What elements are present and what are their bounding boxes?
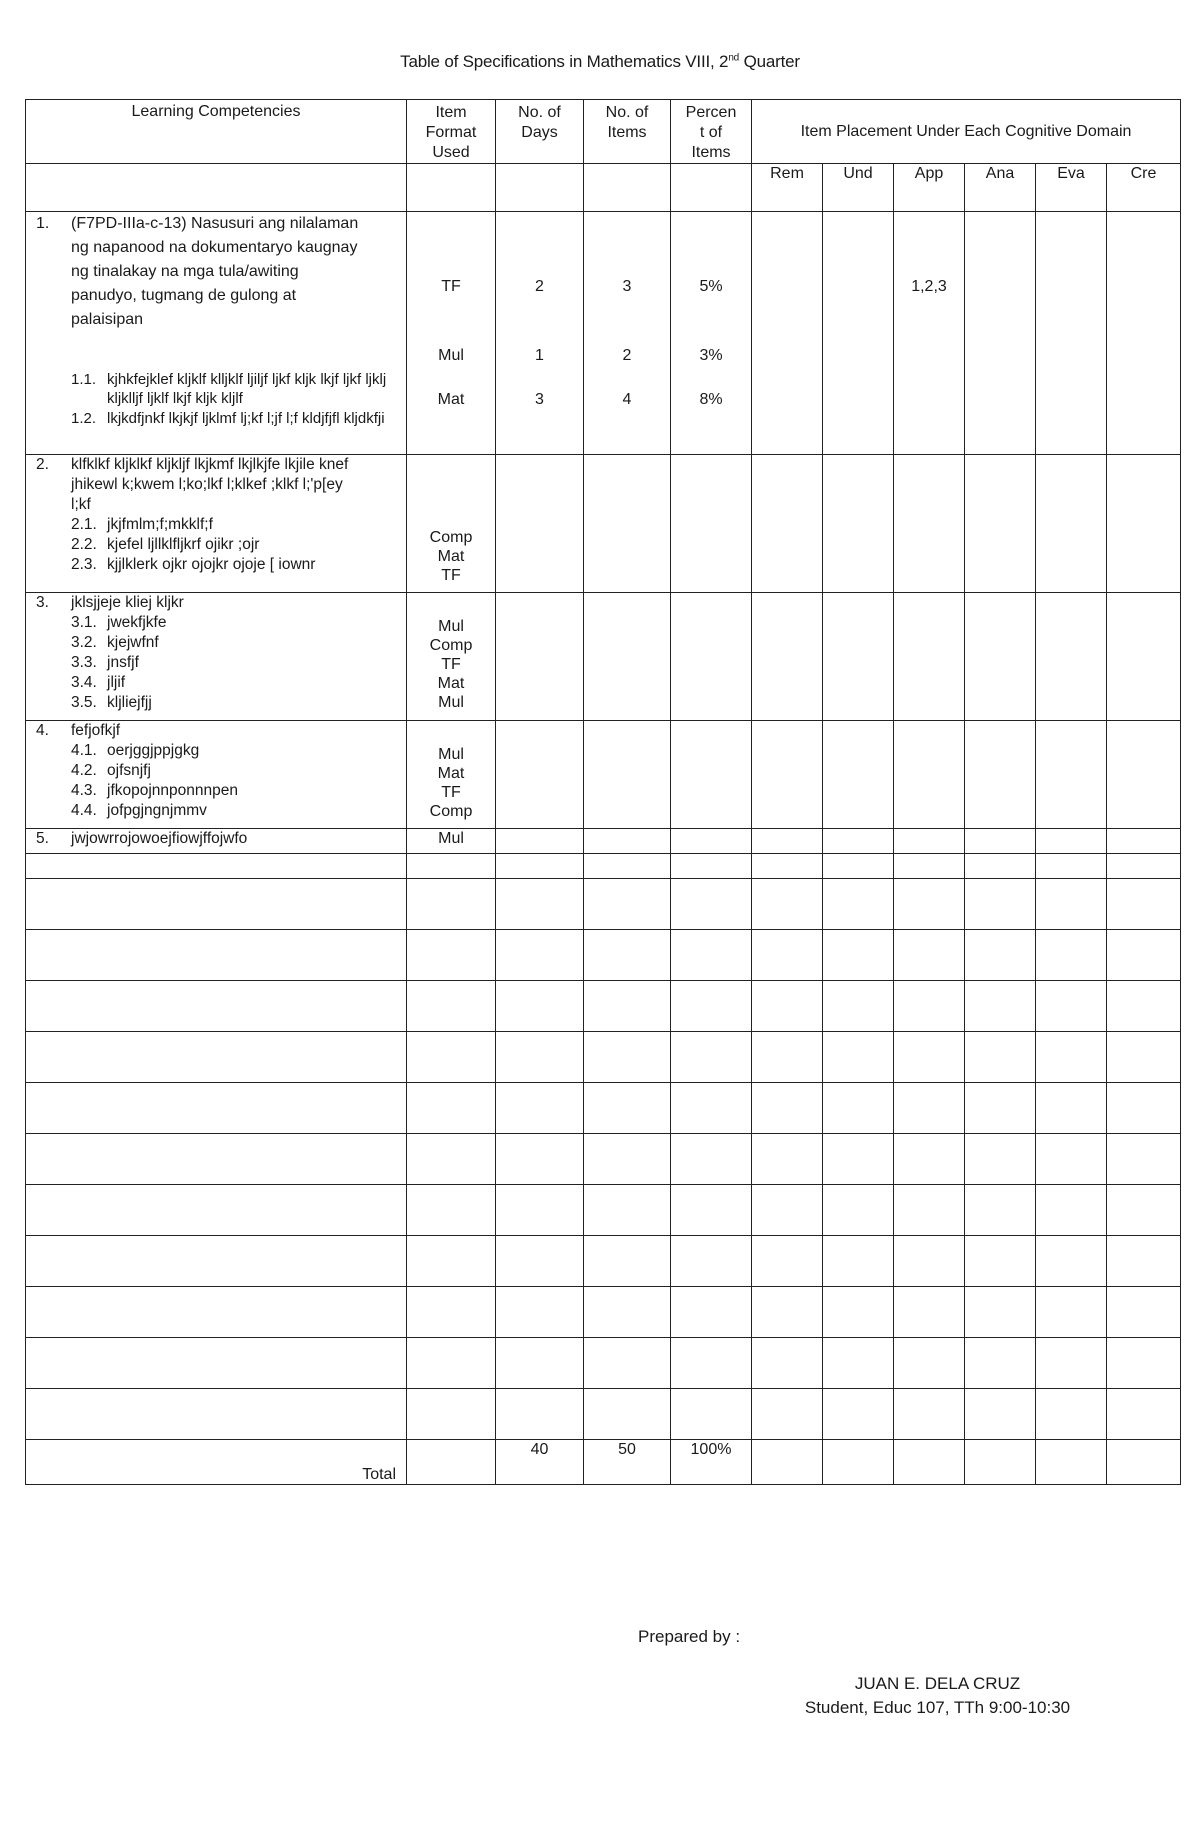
header-learning-competencies: Learning Competencies — [26, 100, 407, 164]
specifications-table — [25, 99, 1181, 1485]
table-row — [26, 593, 1181, 721]
domain-und: Und — [823, 164, 894, 212]
domain-ana: Ana — [965, 164, 1036, 212]
empty-row — [26, 1389, 1181, 1440]
empty-row — [26, 1236, 1181, 1287]
domain-rem: Rem — [752, 164, 823, 212]
empty-row — [26, 854, 1181, 879]
signatory-block — [750, 1672, 1125, 1720]
empty-row — [26, 1083, 1181, 1134]
header-row — [26, 100, 1181, 164]
header-no-of-days: No. of Days — [496, 100, 584, 164]
empty-row — [26, 1134, 1181, 1185]
competency-cell: 5. jwjowrrojowoejfiowjffojwfo — [26, 829, 407, 854]
percent-cell: 5% 3% 8% — [671, 212, 752, 455]
total-percent: 100% — [671, 1440, 752, 1485]
domain-cre: Cre — [1107, 164, 1181, 212]
domain-app: App — [894, 164, 965, 212]
items-cell: 3 2 4 — [584, 212, 671, 455]
empty-row — [26, 1287, 1181, 1338]
format-cell: Mul Mat TF Comp — [407, 721, 496, 829]
domain-eva: Eva — [1036, 164, 1107, 212]
competency-cell: 3. jklsjjeje kliej kljkr 3.1. jwekfjkfe 3.2. kjejwfnf 3.3. jnsfjf 3.4. jljif 3.5. kljliejfjj — [26, 593, 407, 721]
empty-row — [26, 981, 1181, 1032]
app-placement-cell: 1,2,3 — [894, 212, 965, 455]
total-items: 50 — [584, 1440, 671, 1485]
empty-row — [26, 1032, 1181, 1083]
format-cell: Mul — [407, 829, 496, 854]
empty-row — [26, 1185, 1181, 1236]
header-item-placement: Item Placement Under Each Cognitive Domain — [752, 100, 1181, 164]
domain-header-row — [26, 164, 1181, 212]
table-row — [26, 212, 1181, 455]
competency-cell: 4. fefjofkjf 4.1. oerjggjppjgkg 4.2. ojfsnjfj 4.3. jfkopojnnponnnpen 4.4. jofpgjngnjmmv — [26, 721, 407, 829]
format-cell: Comp Mat TF — [407, 455, 496, 593]
format-cell: TF Mul Mat — [407, 212, 496, 455]
total-row — [26, 1440, 1181, 1485]
empty-row — [26, 930, 1181, 981]
competency-cell: 2. klfklkf kljklkf kljkljf lkjkmf lkjlkjfe lkjile knef jhikewl k;kwem l;ko;lkf l;klkef ;klkf l;'p[ey l;kf 2.1. jkjfmlm;f;mkklf;f 2.2. kjefel ljllklfljkrf ojikr ;ojr 2.3. kjjlklerk ojkr ojojkr ojoje [ iownr — [26, 455, 407, 593]
table-row — [26, 829, 1181, 854]
empty-row — [26, 879, 1181, 930]
competency-cell: 1. (F7PD-IIIa-c-13) Nasusuri ang nilalaman ng napanood na dokumentaryo kaugnay ng tinalakay na mga tula/awiting panudyo, tugmang de gulong at palaisipan 1.1. kjhkfejklef kljklf klljklf ljiljf ljkf kljk lkjf ljkf ljklj kljklljf ljklf lkjf kljk kljlf 1.2. lkjkdfjnkf lkjkjf ljklmf lj;kf l;jf l;f kldjfjfl kljdkfji — [26, 212, 407, 455]
days-cell: 2 1 3 — [496, 212, 584, 455]
total-days: 40 — [496, 1440, 584, 1485]
header-no-of-items: No. of Items — [584, 100, 671, 164]
format-cell: Mul Comp TF Mat Mul — [407, 593, 496, 721]
prepared-by-label: Prepared by : — [638, 1627, 741, 1646]
header-item-format: Item Format Used — [407, 100, 496, 164]
total-label: Total — [26, 1440, 407, 1485]
signatory-name: JUAN E. DELA CRUZ — [854, 1674, 1021, 1693]
table-row — [26, 721, 1181, 829]
table-row — [26, 455, 1181, 593]
signatory-position: Student, Educ 107, TTh 9:00-10:30 — [804, 1698, 1071, 1717]
header-percent-of-items: Percen t of Items — [671, 100, 752, 164]
document-title: Table of Specifications in Mathematics VIII, 2nd Quarter — [400, 52, 800, 71]
empty-row — [26, 1338, 1181, 1389]
